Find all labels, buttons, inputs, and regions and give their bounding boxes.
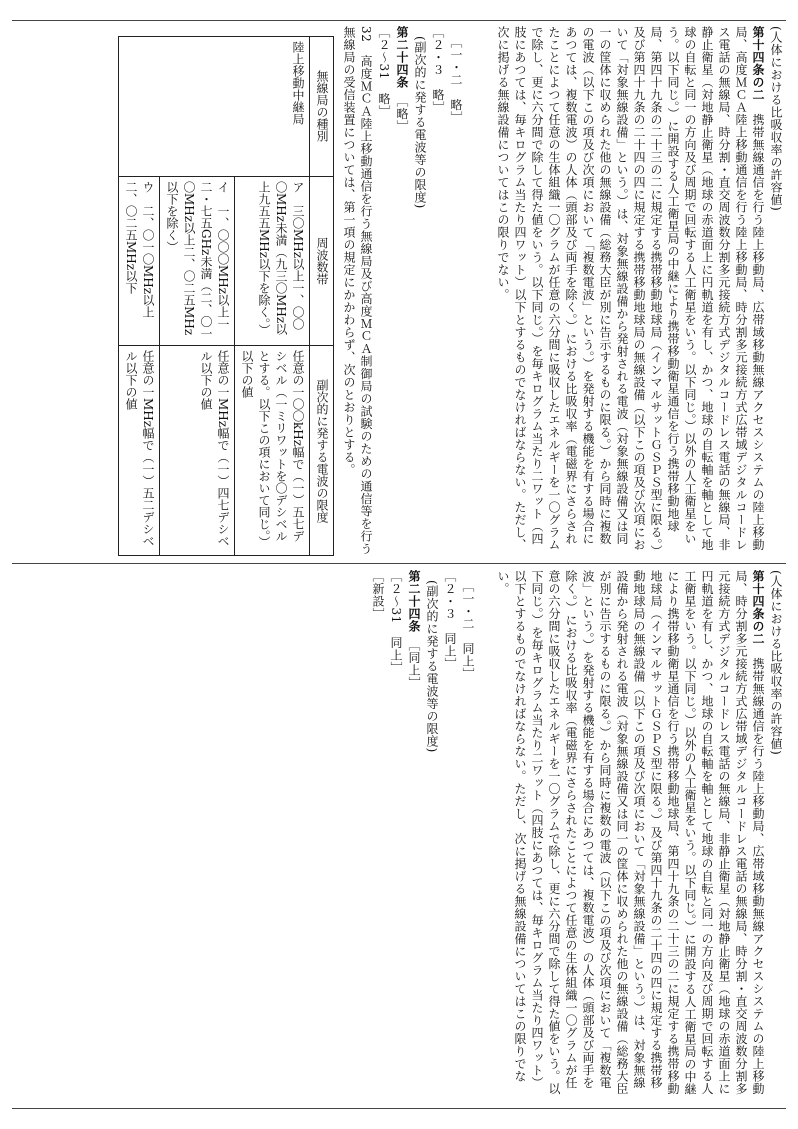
top-paragraphs-note: ［２～31 略］ [377,26,391,118]
middle-rule [12,563,786,564]
bottom-article24-heading: (副次的に発する電波等の限度) [425,580,439,753]
bottom-rule [12,1108,786,1109]
top-rule [12,20,786,21]
top-article14-heading: (人体における比吸収率の許容値) [769,26,783,212]
bottom-article14-heading: (人体における比吸収率の許容値) [769,570,783,756]
limit-cell-b: 任意の一MHz幅で（一）四七デシベル以下の値 [160,346,235,556]
bottom-section [12,570,786,1102]
header-station-type: 無線局の種別 [310,37,334,177]
band-cell-a: ア 三〇MHz以上一、〇〇〇MHz未満（九三〇MHz以上九五五MHz以下を除く。） [235,176,310,346]
bottom-items-note: ［一・二 同上］ [461,580,475,680]
top-section [12,26,786,558]
table-header-row [310,37,334,556]
top-paragraph32-text: 32 高度ＭＣＡ陸上移動通信を行う無線局及び高度ＭＣＡ制御局の試験のための通信等を行う無線局の受信装置については、第一項の規定にかかわらず、次のとおりとする。 [342,26,373,555]
header-frequency-band: 周波数帯 [310,176,334,346]
station-type-cell: 陸上移動中継局 [119,37,310,177]
top-article24-text: 第二十四条 ［略］ [395,26,409,133]
limit-cell-c: 任意の一MHz幅で（一）五二デシベル以下の値 [119,346,160,556]
band-cell-b: イ 一、〇〇〇MHz以上一二・七五GHz未満（二、〇一〇MHz以上二、〇二五MHz以下を除く） [160,176,235,346]
header-emission-limit: 副次的に発する電波の限度 [310,346,334,556]
top-article14-text: 第十四条の二 携帯無線通信を行う陸上移動局、広帯域移動無線アクセスシステムの陸上移動局、高度ＭＣＡ陸上移動通信を行う陸上移動局、時分割多元接続方式広帯域デジタルコードレス電話の無線局、時分割・直交周波数分割多元接続方式デジタルコードレス電話の無線局、非静止衛星（対地静止衛星（地球の赤道面上に円軌道を有し、かつ、地球の自転軸を軸として地球の自転と同一の方向及び周期で回転する人工衛星をいう。以下同じ。）以外の人工衛星をいう。以下同じ。）に開設する人工衛星局の中継により携帯移動衛星通信を行う携帯移動地球局、第四十九条の二十三の二に規定する携帯移動地球局（インマルサットＧＳＰＳ型に限る。）及び第四十九条の二十四の四に規定する携帯移動地球局の無線設備（以下この項及び次項において「対象無線設備」という。）は、対象無線設備から発射される電波（対象無線設備又は同一の筐体に収められた他の無線設備（総務大臣が別に告示するものに限る。）から同時に複数の電波（以下この項及び次項において「複数電波」という。）を発射する機能を有する場合にあつては、複数電波）の人体（頭部及び両手を除く。）における比吸収率（電磁界にさらされたことによつて任意の生体組織一〇グラムが任意の六分間に吸収したエネルギーを一〇グラムで除し、更に六分間で除して得た値をいう。以下同じ。）を毎キログラム当たり二ワット（四肢にあつては、毎キログラム当たり四ワット）以下とするものでなければならない。ただし、次に掲げる無線設備についてはこの限りでない。 [496,26,765,552]
bottom-article14-text: 第十四条の二 携帯無線通信を行う陸上移動局、広帯域移動無線アクセスシステムの陸上移動局、時分割多元接続方式広帯域デジタルコードレス電話の無線局、時分割・直交周波数分割多元接続方式デジタルコードレス電話の無線局、非静止衛星（対地静止衛星（地球の赤道面上に円軌道を有し、かつ、地球の自転軸を軸として地球の自転と同一の方向及び周期で回転する人工衛星をいう。以下同じ。）以外の人工衛星をいう。以下同じ。）に開設する人工衛星局の中継により携帯移動衛星通信を行う携帯移動地球局、第四十九条の二十三の二に規定する携帯移動地球局（インマルサットＧＳＰＳ型に限る。）及び第四十九条の二十四の四に規定する携帯移動地球局の無線設備（以下この項及び次項において「対象無線設備」という。）は、対象無線設備から発射される電波（対象無線設備又は同一の筐体に収められた他の無線設備（総務大臣が別に告示するものに限る。）から同時に複数の電波（以下この項及び次項において「複数電波」という。）を発射する機能を有する場合にあつては、複数電波）の人体（頭部及び両手を除く。）における比吸収率（電磁界にさらされたことによつて任意の生体組織一〇グラムが任意の六分間に吸収したエネルギーを一〇グラムで除し、更に六分間で除して得た値をいう。以下同じ。）を毎キログラム当たり二ワット（四肢にあつては、毎キログラム当たり四ワット）以下とするものでなければならない。ただし、次に掲げる無線設備についてはこの限りでない。 [496,570,765,1096]
bottom-article24-text: 第二十四条 ［同上］ [407,570,421,689]
top-article24-heading: (副次的に発する電波等の限度) [413,36,427,209]
band-cell-c: ウ 二、〇一〇MHz以上二、〇二五MHz以下 [119,176,160,346]
bottom-new-note: ［新設］ [371,570,385,620]
top-items-note: ［一・二 略］ [449,36,463,124]
top-paragraph-note: ［２・３ 略］ [431,26,445,114]
bottom-paragraphs-note: ［２～31 同上］ [389,570,403,674]
limit-cell-a: 任意の一〇〇kHz幅で（一）五七デシベル（一ミリワットを〇デシベルとする。以下この項において同じ。）以下の値 [235,346,310,556]
secondary-emission-table [118,36,334,556]
table-row [235,37,310,556]
bottom-paragraph-note: ［２・３ 同上］ [443,570,457,670]
